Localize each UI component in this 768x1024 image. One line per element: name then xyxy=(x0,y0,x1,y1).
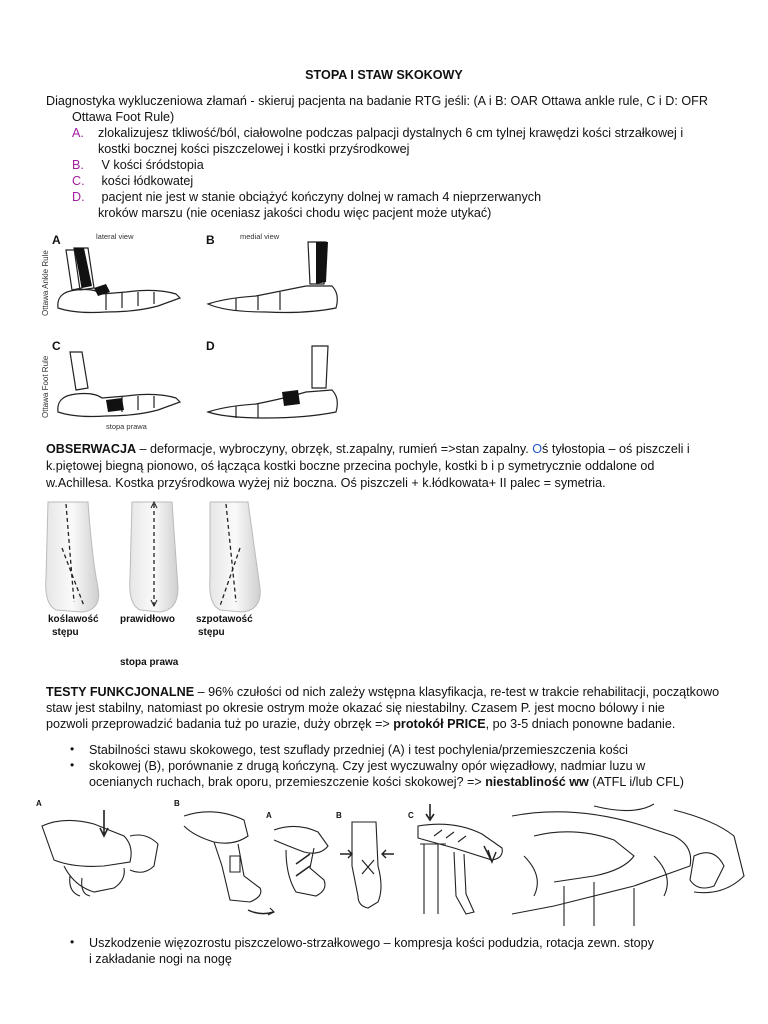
heel-valgus xyxy=(46,502,99,612)
bullet-2-text-2a: ocenianych ruchach, brak oporu, przemieszczenie kości skokowej? => xyxy=(89,775,486,789)
criterion-d-letter: D. xyxy=(72,190,85,204)
fig3-a2-label: A xyxy=(266,811,272,820)
bullet-2-text-2 xyxy=(89,774,684,791)
criterion-c xyxy=(72,173,193,190)
bullet-2-text-1: skokowej (B), porównanie z drugą kończyną. Czy jest wyczuwalny opór więzadłowy, nadmiar luzu w xyxy=(89,759,646,773)
observation-text-1-tail: ś tyłostopia – oś piszczeli i xyxy=(542,442,690,456)
bullet-3-glyph: • xyxy=(70,935,75,949)
medial-view-label: medial view xyxy=(240,232,280,241)
ottawa-foot-rule-label: Ottawa Foot Rule xyxy=(41,355,50,418)
syndesmosis-test-illustration xyxy=(512,804,744,926)
criterion-d xyxy=(72,189,541,206)
shaded-tibia-zone xyxy=(316,242,328,284)
varus-label-1: szpotawość xyxy=(196,614,253,625)
fig3-c-label: C xyxy=(408,811,414,820)
tests-text-3a: pozwoli przeprowadzić badania tuż po urazie, duży obrzęk => xyxy=(46,717,394,731)
valgus-label-2: stępu xyxy=(52,627,79,638)
panel-a-label: A xyxy=(52,233,61,247)
criterion-a-text-1: zlokalizujesz tkliwość/ból, ciałowolne podczas palpacji dystalnych 6 cm tylnej krawędzi kości strzałkowej i xyxy=(98,126,684,140)
criterion-a xyxy=(72,125,683,142)
bullet-3-text-2: i zakładanie nogi na nogę xyxy=(89,952,232,966)
observation-line-1 xyxy=(46,441,690,458)
intro-line-1: Diagnostyka wykluczeniowa złamań - skieruj pacjenta na badanie RTG jeśli: (A i B: OAR Ottawa ankle rule, C i D: OFR xyxy=(46,94,708,108)
criterion-a-text-2: kostki bocznej kości piszczelowej i kostki przyśrodkowej xyxy=(98,142,410,156)
foot-medial-d xyxy=(208,346,337,418)
criterion-a-letter: A. xyxy=(72,126,84,140)
criterion-d-text-2: kroków marszu (nie oceniasz jakości chodu więc pacjent może utykać) xyxy=(98,206,492,220)
fig3-b2-label: B xyxy=(336,811,342,820)
bullet-1-text: Stabilności stawu skokowego, test szuflady przedniej (A) i test pochylenia/przemieszczenia kości xyxy=(89,743,628,757)
fig3-a1-label: A xyxy=(36,799,42,808)
tests-price: protokół PRICE xyxy=(393,717,486,731)
panel-c-label: C xyxy=(52,339,61,353)
bullet-2-instability: niestabliność ww xyxy=(485,775,589,789)
figure1-caption: stopa prawa xyxy=(106,422,147,431)
criterion-c-letter: C. xyxy=(72,174,85,188)
criterion-b-text: V kości śródstopia xyxy=(98,158,204,172)
heel-alignment-figure xyxy=(36,498,276,670)
tests-line-3 xyxy=(46,716,675,733)
tests-text-1: – 96% czułości od nich zależy wstępna klasyfikacja, re-test w trakcie rehabilitacji, początkowo xyxy=(194,685,720,699)
talar-tilt-illustration xyxy=(184,812,274,915)
bullet-1-glyph: • xyxy=(70,742,75,756)
shaded-navicular xyxy=(282,390,300,406)
criterion-b xyxy=(72,157,204,174)
external-rotation-illustration xyxy=(418,804,502,914)
shaded-lateral-malleolus xyxy=(94,284,110,296)
valgus-label-1: koślawość xyxy=(48,614,99,625)
bullet-2-text-2b: (ATFL i/lub CFL) xyxy=(588,775,684,789)
functional-tests-figure xyxy=(34,796,752,934)
observation-heading: OBSERWACJA xyxy=(46,442,137,456)
observation-text-1: – deformacje, wybroczyny, obrzęk, st.zapalny, rumień =>stan zapalny. xyxy=(136,442,533,456)
criterion-b-letter: B. xyxy=(72,158,84,172)
ottawa-ankle-rule-label: Ottawa Ankle Rule xyxy=(41,250,50,316)
criterion-c-text: kości łódkowatej xyxy=(98,174,194,188)
intro-line-2: Ottawa Foot Rule) xyxy=(72,110,175,124)
normal-label: prawidłowo xyxy=(120,614,175,625)
observation-line-2: k.piętowej biegną pionowo, oś łącząca kostki boczne przecina pochyle, kostki b i p symetrycznie oddalone od xyxy=(46,459,655,473)
tests-text-3b: , po 3-5 dniach ponowne badanie. xyxy=(485,717,676,731)
panel-b-label: B xyxy=(206,233,215,247)
page-title: STOPA I STAW SKOKOWY xyxy=(305,68,463,82)
tests-line-2: staw jest stabilny, natomiast po okresie ostrym może okazać się niestabilny. Czasem P. jest mocno bólowy i nie xyxy=(46,701,665,715)
compression-illustration xyxy=(340,822,394,908)
shaded-fifth-metatarsal xyxy=(106,398,124,412)
bullet-2-glyph: • xyxy=(70,758,75,772)
panel-d-label: D xyxy=(206,339,215,353)
tests-heading: TESTY FUNKCJONALNE xyxy=(46,685,195,699)
anterior-drawer-illustration xyxy=(42,810,158,896)
criterion-d-text-1: pacjent nie jest w stanie obciążyć kończyny dolnej w ramach 4 nieprzerwanych xyxy=(98,190,542,204)
anterior-drawer-2-illustration xyxy=(274,826,328,896)
observation-line-3: w.Achillesa. Kostka przyśrodkowa wyżej niż boczna. Oś piszczeli + k.łódkowata+ II palec = symetria. xyxy=(46,476,606,490)
observation-o-blue: O xyxy=(532,442,543,456)
tests-line-1 xyxy=(46,684,719,701)
lateral-view-label: lateral view xyxy=(96,232,134,241)
fig3-b1-label: B xyxy=(174,799,180,808)
bullet-3-text-1: Uszkodzenie więzozrostu piszczelowo-strzałkowego – kompresja kości podudzia, rotacja zewn. stopy xyxy=(89,936,654,950)
ottawa-rules-figure xyxy=(36,228,366,438)
varus-label-2: stępu xyxy=(198,627,225,638)
figure2-caption: stopa prawa xyxy=(120,657,179,668)
